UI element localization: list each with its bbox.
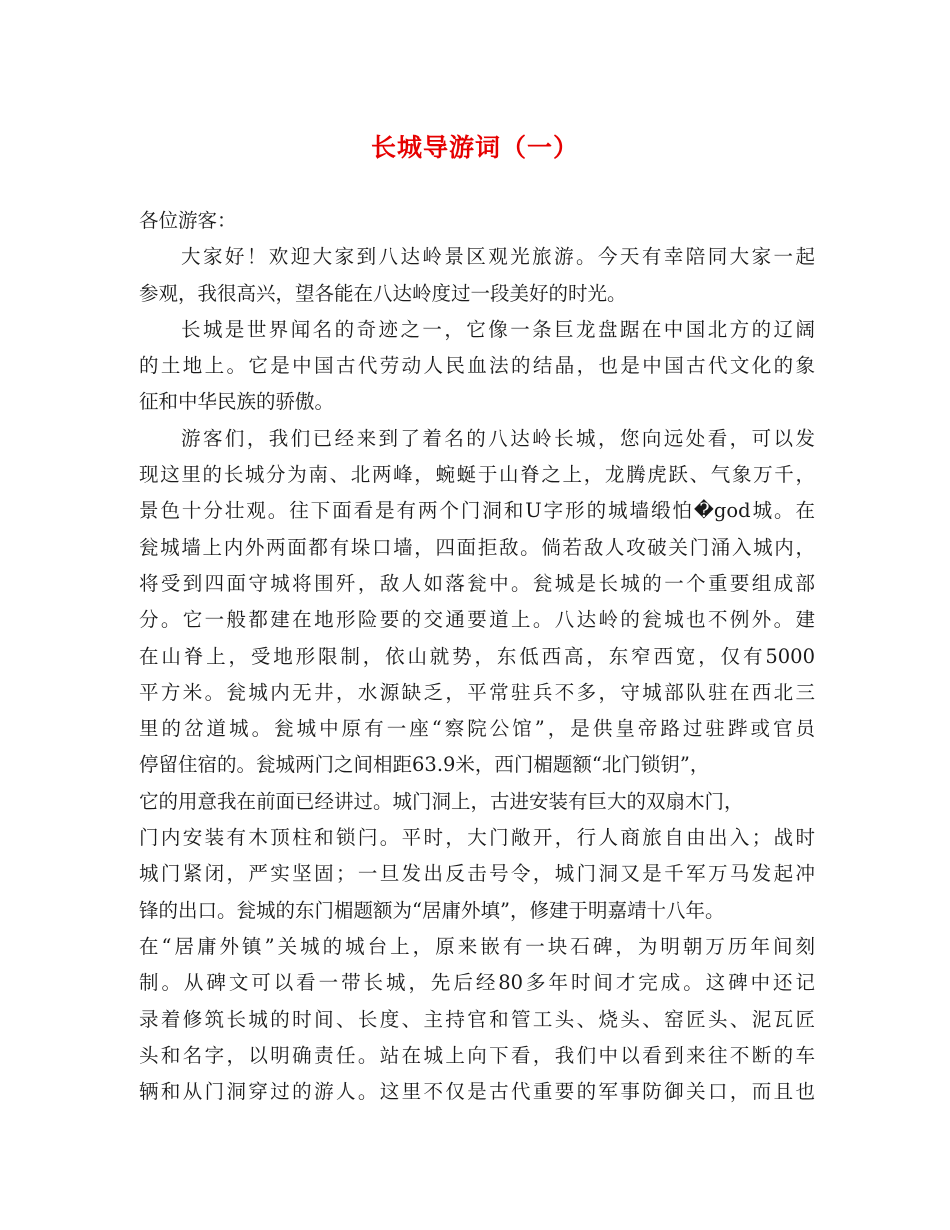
paragraph-line: 辆和从门洞穿过的游人。这里不仅是古代重要的军事防御关口，而且也	[139, 1080, 815, 1104]
paragraph-line: 录着修筑长城的时间、长度、主持官和管工头、烧头、窑匠头、泥瓦匠	[139, 1007, 815, 1031]
paragraph-line: 里的岔道城。瓮城中原有一座“察院公馆”，是供皇帝路过驻跸或官员	[139, 717, 815, 741]
paragraph-line: 长城是世界闻名的奇迹之一，它像一条巨龙盘踞在中国北方的辽阔	[181, 317, 815, 341]
paragraph-3	[139, 421, 815, 1111]
document-body	[139, 203, 815, 1110]
paragraph-line: 制。从碑文可以看一带长城，先后经80多年时间才完成。这碑中还记	[139, 971, 815, 995]
paragraph-line: 游客们，我们已经来到了着名的八达岭长城，您向远处看，可以发	[181, 426, 815, 450]
paragraph-line: 门内安装有木顶柱和锁闩。平时，大门敞开，行人商旅自由出入；战时	[139, 826, 815, 850]
paragraph-line: 瓮城墙上内外两面都有垛口墙，四面拒敌。倘若敌人攻破关门涌入城内，	[139, 535, 815, 559]
paragraph-line: 景色十分壮观。往下面看是有两个门洞和U字形的城墙缎怕�god城。在	[139, 499, 815, 523]
paragraph-line: 在“居庸外镇”关城的城台上，原来嵌有一块石碑，为明朝万历年间刻	[139, 934, 815, 958]
paragraph-line: 将受到四面守城将围歼，敌人如落瓮中。瓮城是长城的一个重要组成部	[139, 571, 815, 595]
paragraph-line: 征和中华民族的骄傲。	[139, 390, 335, 414]
paragraph-line: 现这里的长城分为南、北两峰，蜿蜒于山脊之上，龙腾虎跃、气象万千，	[139, 463, 815, 487]
paragraph-line: 停留住宿的。瓮城两门之间相距63.9米，西门楣题额“北门锁钥”，	[139, 753, 710, 777]
paragraph-line: 它的用意我在前面已经讲过。城门洞上，古进安装有巨大的双扇木门，	[139, 789, 744, 813]
paragraph-line: 头和名字，以明确责任。站在城上向下看，我们中以看到来往不断的车	[139, 1043, 815, 1067]
paragraph-line: 的土地上。它是中国古代劳动人民血法的结晶，也是中国古代文化的象	[139, 354, 815, 378]
paragraph-line: 分。它一般都建在地形险要的交通要道上。八达岭的瓮城也不例外。建	[139, 608, 815, 632]
paragraph-2	[139, 312, 815, 421]
paragraph-line: 锋的出口。瓮城的东门楣题额为“居庸外填”，修建于明嘉靖十八年。	[139, 898, 725, 922]
document-title: 长城导游词（一）	[370, 133, 579, 162]
paragraph-line: 大家好！欢迎大家到八达岭景区观光旅游。今天有幸陪同大家一起	[181, 245, 815, 269]
paragraph-line: 在山脊上，受地形限制，依山就势，东低西高，东窄西宽，仅有5000	[139, 644, 815, 668]
salutation: 各位游客：	[139, 209, 237, 232]
paragraph-1	[139, 239, 815, 312]
paragraph-line: 平方米。瓮城内无井，水源缺乏，平常驻兵不多，守城部队驻在西北三	[139, 680, 815, 704]
paragraph-line: 参观，我很高兴，望各能在八达岭度过一段美好的时光。	[139, 281, 627, 305]
paragraph-line: 城门紧闭，严实坚固；一旦发出反击号令，城门洞又是千军万马发起冲	[139, 862, 815, 886]
